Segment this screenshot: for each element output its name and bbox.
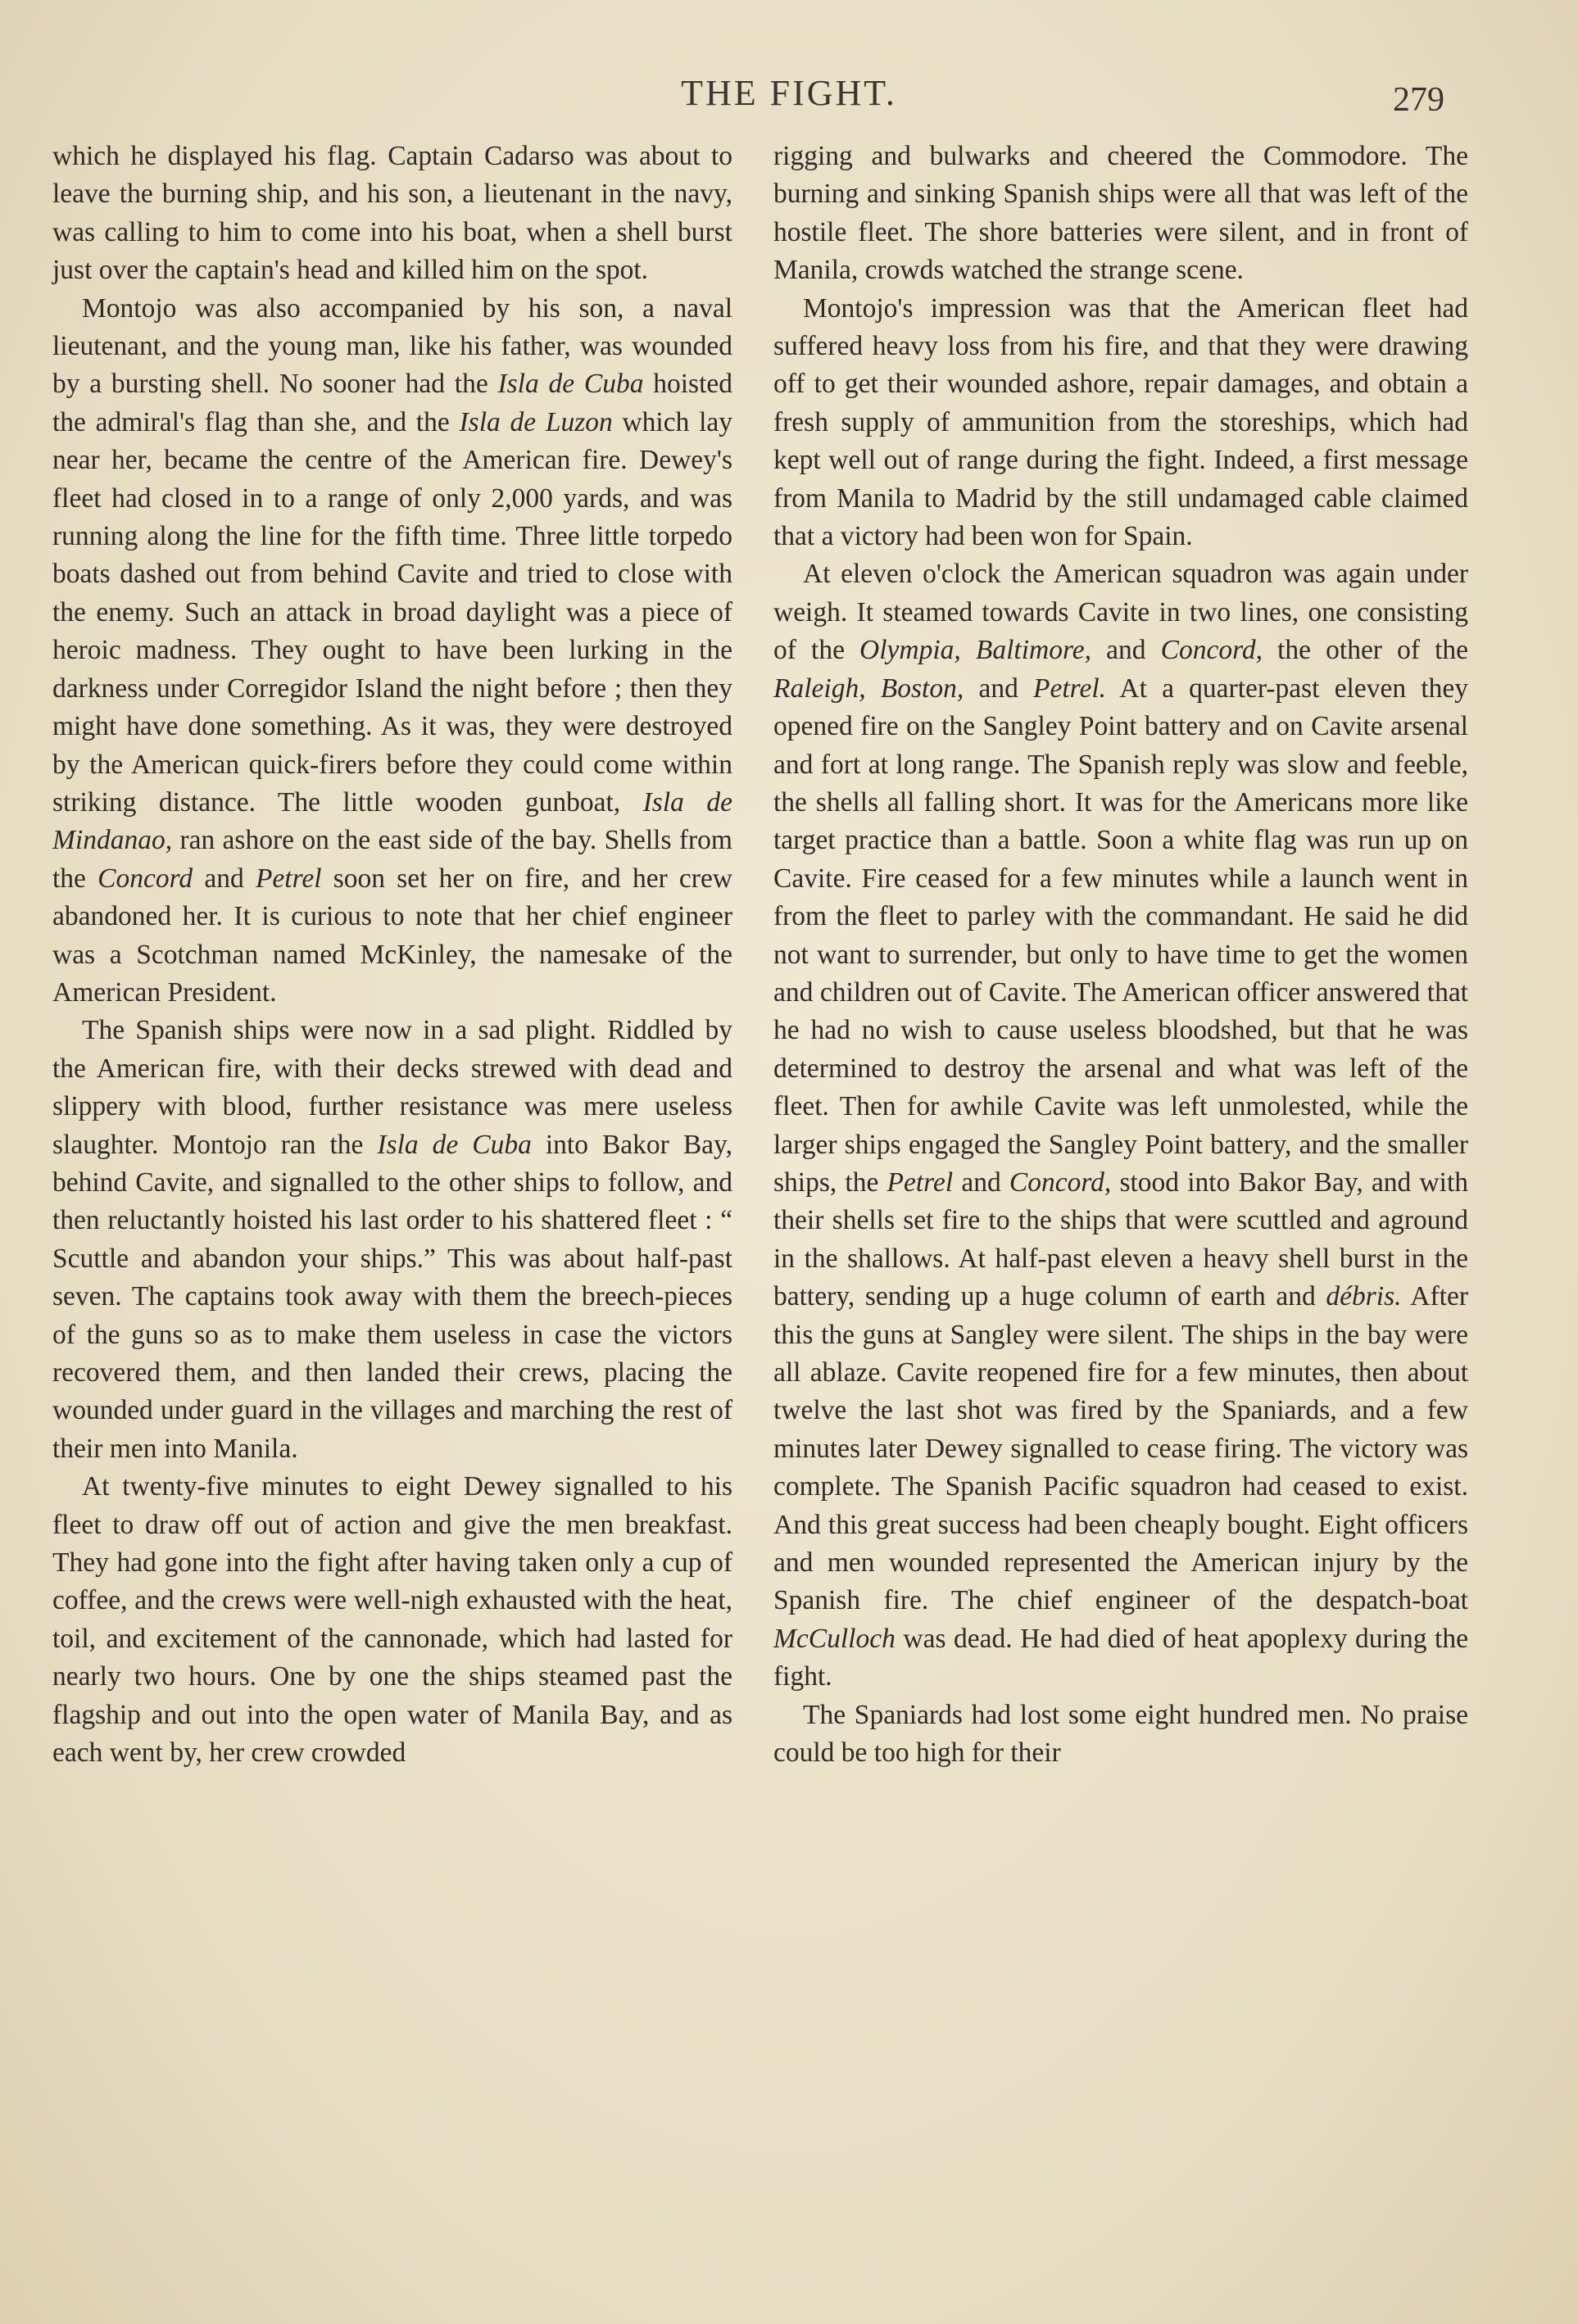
page-number: 279 [1393,81,1444,119]
ship-name: Isla de Cuba [377,1129,532,1160]
right-text-column [773,138,1468,1772]
ship-name: Petrel [255,863,322,894]
text-run: The Spanish ships were now in a sad plight. Riddled by the American fire, with their decks strewed with dead and slippery with blood, further resistance was mere useless slaughter. Montojo ran the [52,1015,732,1160]
text-run: which lay near her, became the centre of the American fire. Dewey's fleet had closed in to a range of only 2,000 yards, and was running along the line for the fifth time. Three little torpedo boats dashed out from behind Cavite and tried to close with the enemy. Such an attack in broad daylight was a piece of heroic madness. They ought to have been lurking in the darkness under Corregidor Island the night before ; then they might have done something. As it was, they were destroyed by the American quick-firers before they could come within striking distance. The little wooden gunboat, [52,406,732,818]
ship-name: Isla de Mindanao, [52,786,732,856]
text-run: After this the guns at Sangley were silent. The ships in the bay were all ablaze. Cavite reopened fire for a few minutes, then about twelve the last shot was fired by the Spaniards, and a few minutes later Dewey signalled to cease firing. The victory was complete. The Spanish Pacific squadron had ceased to exist. And this great success had been cheaply bought. Eight officers and men wounded represented the American injury by the Spanish fire. The chief engineer of the despatch-boat [773,1281,1468,1616]
text-run: into Bakor Bay, behind Cavite, and signalled to the other ships to follow, and then reluctantly hoisted his last order to his shattered fleet : “ Scuttle and abandon your ships.” This was about half-past seven. The captains took away with them the breech-pieces of the guns so as to make them useless in case the victors recovered them, and then landed their crews, placing the wounded under guard in the villages and marching the rest of their men into Manila. [52,1129,732,1464]
ship-name: McCulloch [773,1623,896,1654]
text-run: The Spaniards had lost some eight hundred men. No praise could be too high for their [773,1699,1468,1769]
text-run: At twenty-five minutes to eight Dewey signalled to his fleet to draw off out of action and give the men breakfast. They had gone into the fight after having taken only a cup of coffee, and the crews were well-nigh exhausted with the heat, toil, and excitement of the cannonade, which had lasted for nearly two hours. One by one the ships steamed past the flagship and out into the open water of Manila Bay, and as each went by, her crew crowded [52,1471,732,1769]
text-run: and [193,863,256,894]
paragraph [52,1468,732,1772]
paragraph [52,290,732,1013]
text-run: hoisted the admiral's flag than she, and the [52,369,733,437]
text-run: stood into Bakor Bay, and with their shells set fire to the ships that were scuttled and aground in the shallows. At half-past eleven a heavy shell burst in the battery, sending up a huge column of earth and [773,1167,1469,1312]
text-run: Montojo was also accompanied by his son, a naval lieutenant, and the young man, like his father, was wounded by a bursting shell. No sooner had the [52,292,732,400]
ship-name: débris. [1326,1281,1402,1312]
chapter-title: THE FIGHT. [681,73,897,113]
paragraph [773,555,1468,1696]
ship-name: Boston, [880,673,964,704]
text-run: At eleven o'clock the American squadron was again under weigh. It steamed towards Cavite in two lines, one consisting of the [773,559,1468,666]
text-run: soon set her on fire, and her crew abandoned her. It is curious to note that her chief engineer was a Scotchman named McKinley, the namesake of the American President. [52,863,733,1008]
text-run: ran ashore on the east side of the bay. Shells from the [52,825,732,894]
paragraph [773,290,1468,556]
text-run: Montojo's impression was that the American fleet had suffered heavy loss from his fire, and that they were drawing off to get their wounded ashore, repair damages, and obtain a fresh supply of ammunition from the storeships, which had kept well out of range during the fight. Indeed, a first message from Manila to Madrid by the still undamaged cable claimed that a victory had been won for Spain. [773,292,1468,552]
text-run [961,635,976,665]
running-head [0,72,1578,121]
ship-name: Petrel [886,1167,954,1198]
text-run: At a quarter-past eleven they opened fire on the Sangley Point battery and on Cavite arsenal and fort at long range. The Spanish reply was slow and feeble, the shells all falling short. It was for the Americans more like target practice than a battle. Soon a white flag was run up on Cavite. Fire ceased for a few minutes while a launch went in from the fleet to parley with the commandant. He said he did not want to surrender, but only to have time to get the women and children out of Cavite. The American officer answered that he had no wish to cause useless bloodshed, but that he was determined to destroy the arsenal and what was left of the fleet. Then for awhile Cavite was left unmolested, while the larger ships engaged the Sangley Point battery, and the smaller ships, the [773,673,1468,1198]
text-run: which he displayed his flag. Captain Cadarso was about to leave the burning ship, and his son, a lieutenant in the navy, was calling to him to come into his boat, when a shell burst just over the captain's head and killed him on the spot. [52,141,732,286]
text-run: and [1091,635,1161,666]
text-run: was dead. He had died of heat apoplexy during the fight. [773,1623,1468,1692]
text-run: rigging and bulwarks and cheered the Commodore. The burning and sinking Spanish ships were all that was left of the hostile fleet. The shore batteries were silent, and in front of Manila, crowds watched the strange scene. [773,141,1468,286]
text-run [866,673,881,704]
text-run: and [953,1167,1009,1198]
ship-name: Baltimore, [975,635,1092,666]
ship-name: Concord [97,863,193,894]
left-text-column [52,138,732,1772]
ship-name: Isla de Luzon [459,406,613,437]
ship-name: Petrel. [1033,673,1107,704]
continued-paragraph [52,138,732,290]
paragraph [52,1012,732,1468]
text-run: and [964,673,1034,704]
ship-name: Olympia, [859,635,961,666]
ship-name: Concord, [1160,635,1263,666]
paragraph [773,1697,1468,1773]
continued-paragraph [773,138,1468,290]
ship-name: Isla de Cuba [497,369,644,400]
ship-name: Raleigh, [773,673,866,704]
ship-name: Concord, [1009,1167,1112,1198]
text-run: the other of the [1263,635,1469,666]
